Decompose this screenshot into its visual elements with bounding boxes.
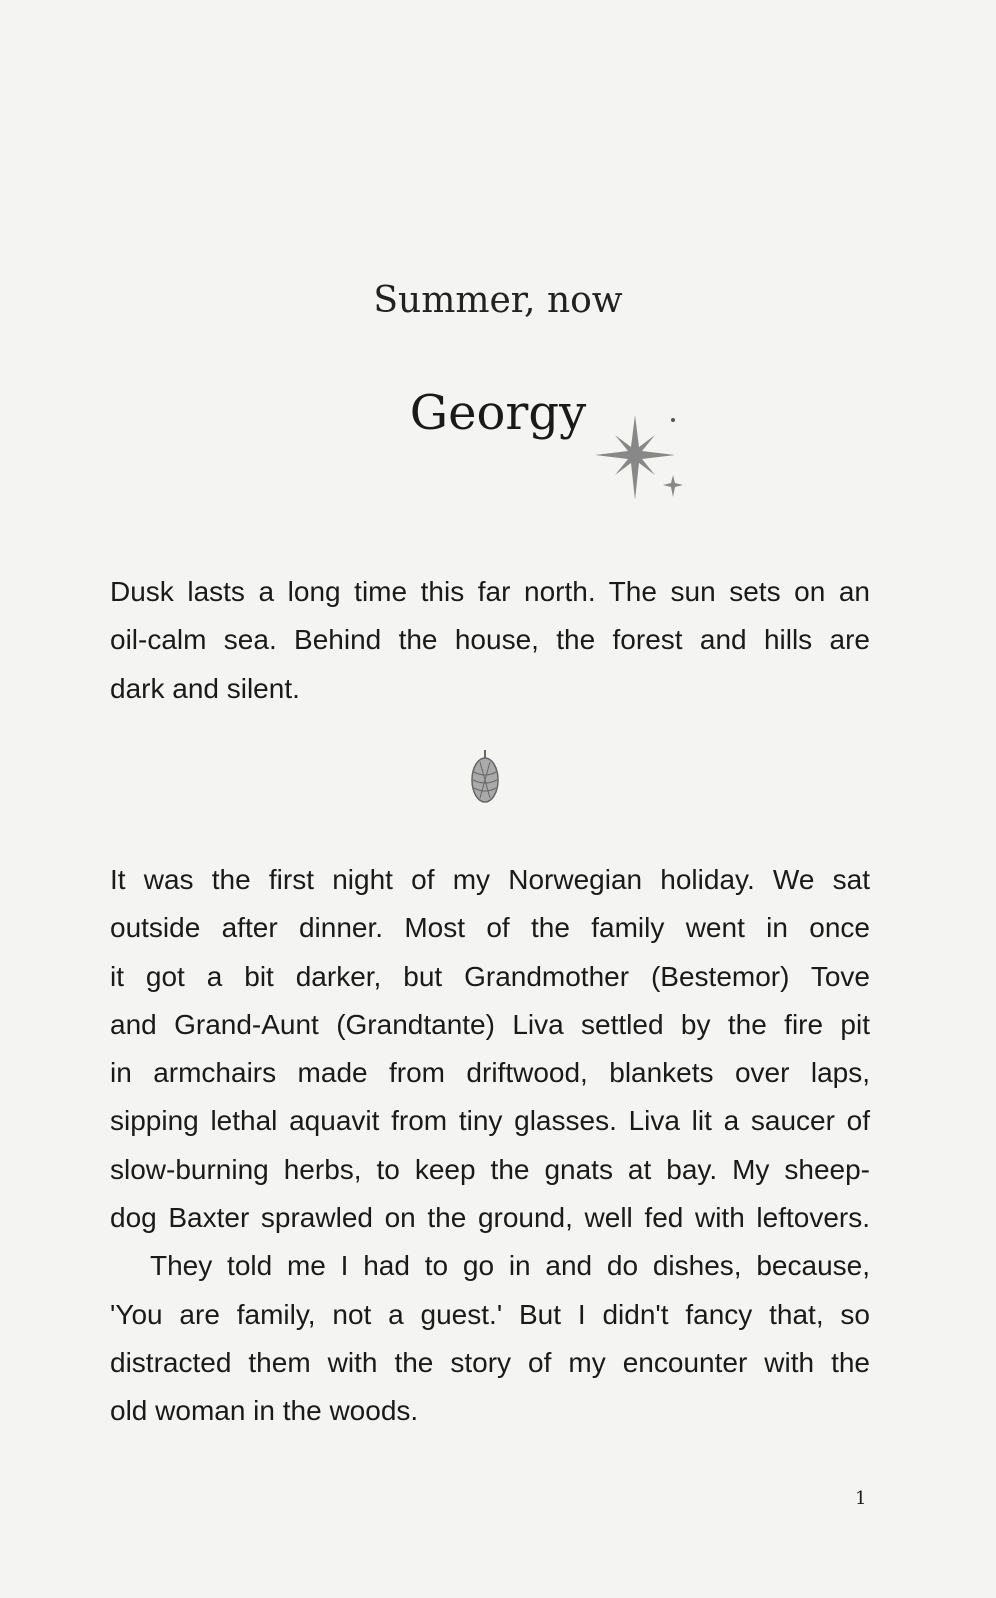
part-title: Summer, now: [373, 280, 623, 321]
text-line: 'You are family, not a guest.' But I didn't fancy that, so: [110, 1298, 870, 1330]
text-line: They told me I had to go in and do dishes, because,: [150, 1250, 870, 1282]
pinecone-icon: [470, 750, 500, 804]
text-line: sipping lethal aquavit from tiny glasses. Liva lit a saucer of: [110, 1105, 870, 1137]
text-line: outside after dinner. Most of the family went in once: [110, 912, 870, 944]
text-line: Dusk lasts a long time this far north. The sun sets on an: [110, 576, 870, 607]
text-line: distracted them with the story of my encounter with the: [110, 1346, 870, 1378]
main-paragraph: [110, 856, 870, 1436]
opening-paragraph: [110, 568, 870, 713]
text-line: and Grand-Aunt (Grandtante) Liva settled by the fire pit: [110, 1008, 870, 1040]
text-line: slow-burning herbs, to keep the gnats at bay. My sheep-: [110, 1153, 870, 1185]
chapter-title: Georgy: [409, 385, 587, 441]
text-line: It was the first night of my Norwegian holiday. We sat: [110, 864, 870, 895]
text-line: dark and silent.: [110, 672, 300, 704]
text-line: dog Baxter sprawled on the ground, well fed with leftovers.: [110, 1202, 870, 1234]
sparkle-star-icon: [595, 405, 695, 505]
text-line: oil-calm sea. Behind the house, the forest and hills are: [110, 624, 870, 656]
text-line: in armchairs made from driftwood, blankets over laps,: [110, 1057, 870, 1089]
text-line: old woman in the woods.: [110, 1395, 419, 1427]
page-number: 1: [855, 1488, 867, 1509]
text-line: it got a bit darker, but Grandmother (Bestemor) Tove: [110, 960, 870, 992]
